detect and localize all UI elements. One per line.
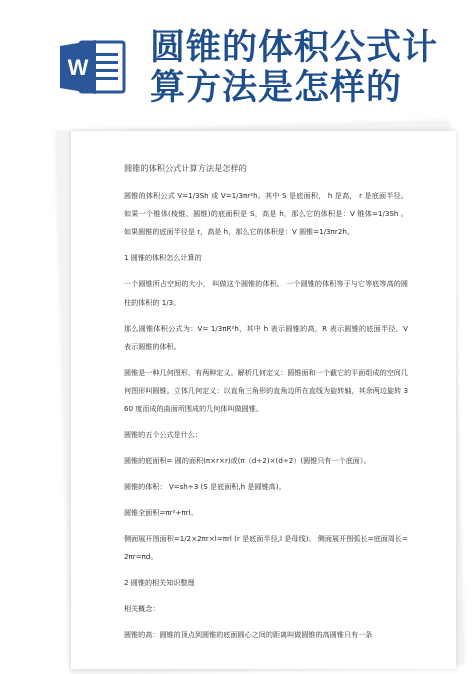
document-heading: 圆锥的体积公式计算方法是怎样的 (124, 163, 247, 173)
header-banner (0, 0, 474, 125)
paragraph-volume-definition: 一个圆锥所占空间的大小， 叫做这个圆锥的体积。 一个圆锥的体积等于与它等底等高的圆柱的体积的 1/3。 (124, 279, 408, 307)
document-body (124, 163, 408, 652)
paragraph-volume-formula: 那么圆锥体积公式为：V= 1/3πR²h，其中 h 表示圆锥的高，R 表示圆锥的底面半径，V 表示圆锥的体积。 (124, 323, 408, 351)
paragraph-related-concepts: 相关概念： (124, 604, 160, 614)
paragraph-formula-intro: 圆锥的体积公式 V=1/3Sh 或 V=1/3πr²h。其中 S 是底面积， h 是高， r 是底面半径。如果一个锥体(棱锥、圆锥)的底面积是 S，高是 h，那么它的体积是：V 锥体=1/3Sh 。 如果圆锥的底面半径是 r，高是 h，那么它的体积是：V 圆锥=1/3πr2h。 (124, 191, 408, 237)
paragraph-base-area: 圆锥的底面积= 圆的面积(π×r×r)或(π（d÷2)×(d÷2）(圆锥只有一个底面）。 (124, 456, 371, 466)
section-heading-1: 1 圆锥的体积怎么计算的 (124, 253, 202, 263)
word-document-icon (60, 38, 126, 96)
paragraph-total-area: 圆锥全面积=πr²+πrl。 (124, 508, 198, 518)
paragraph-cone-definition: 圆锥是一种几何图形，有两种定义。解析几何定义：圆锥面和一个截它的平面组成的空间几何图形叫圆锥。立体几何定义：以直角三角形的直角边所在直线为旋转轴，其余两边旋转 360 度而成的曲面所围成的几何体叫做圆锥。 (124, 367, 408, 414)
paragraph-volume: 圆锥的体积： V=sh÷3 (S 是底面积,h 是圆锥高)。 (124, 482, 286, 492)
word-icon-letter: W (67, 55, 89, 80)
paragraph-five-formulas: 圆锥的五个公式是什么： (124, 430, 203, 440)
page-title: 圆锥的体积公式计算方法是怎样的 (150, 28, 439, 108)
paragraph-cone-height: 圆锥的高：圆锥的顶点到圆锥的底面圆心之间的距离叫做圆锥的高圆锥只有一条 (124, 630, 373, 640)
paragraph-lateral-area: 侧面展开图面积=1/2×2πr×l=πrl (r 是底面半径,l 是母线)。 侧面展开图弧长=底面周长=2πr=πd。 (124, 534, 408, 562)
section-heading-2: 2 圆锥的相关知识整理 (124, 578, 195, 588)
